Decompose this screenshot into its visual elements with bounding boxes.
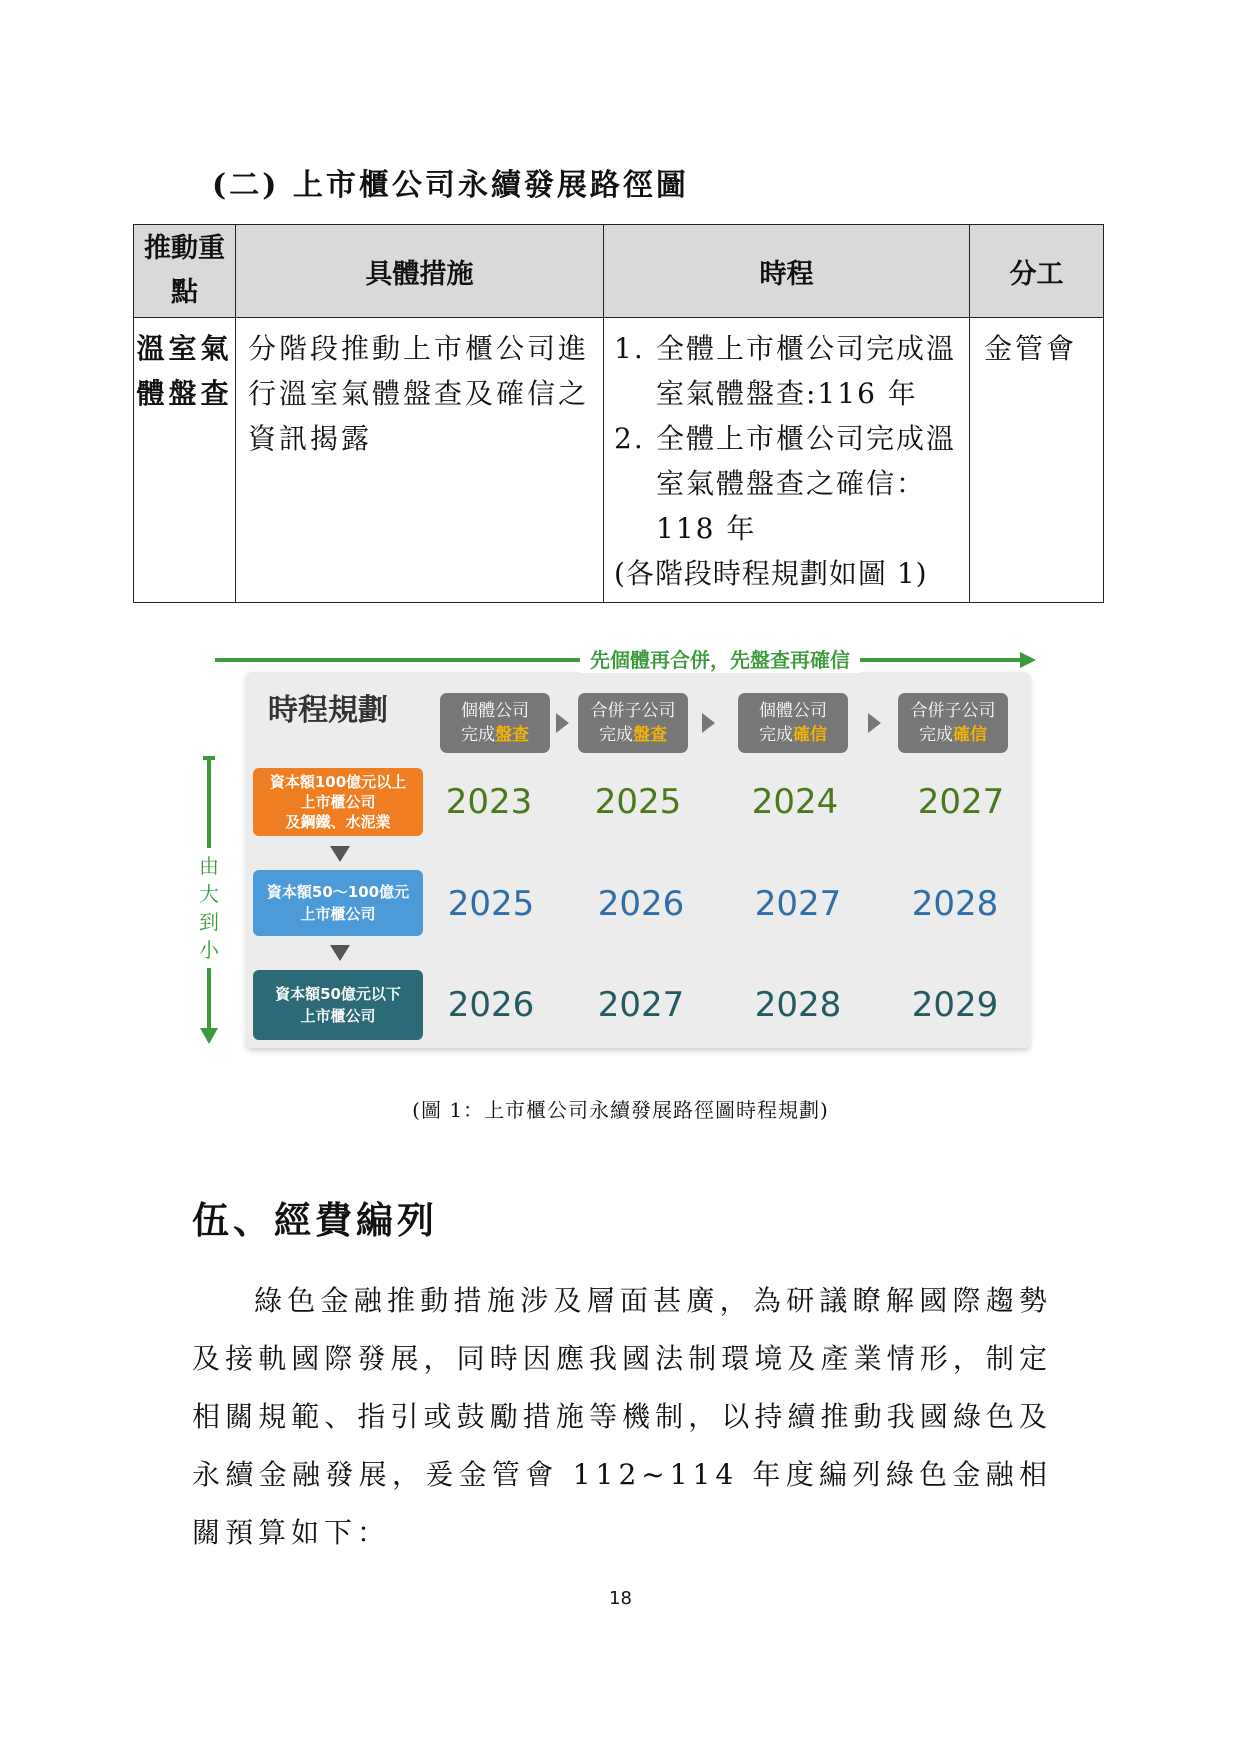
schedule-item-number: 1. [614,332,645,365]
table-header-row [134,225,1104,318]
year-value: 2029 [911,985,999,1025]
year-value: 2027 [917,782,1005,822]
year-value: 2024 [751,782,839,822]
schedule-item [614,416,961,551]
category-box-large [253,768,423,836]
measure-table [133,224,1104,603]
step-line2 [440,723,550,747]
cell-focus: 溫室氣體盤查 [134,318,236,603]
triangle-down-icon [330,945,350,961]
step-highlight: 盤查 [495,725,529,745]
category-box-small [253,970,423,1040]
year-value: 2027 [597,985,685,1025]
step-highlight: 確信 [953,725,987,745]
triangle-right-icon [702,713,715,733]
category-line: 上市櫃公司 [300,1007,376,1025]
year-value: 2028 [754,985,842,1025]
category-box-medium [253,870,423,936]
triangle-right-icon [556,713,569,733]
header-owner: 分工 [970,225,1104,318]
step-line1: 合併子公司 [910,701,996,721]
step-line1: 合併子公司 [590,701,676,721]
step-box [898,693,1008,753]
category-line: 及鋼鐵、水泥業 [285,813,391,831]
step-prefix: 完成 [599,725,633,745]
year-value: 2028 [911,884,999,924]
schedule-item [614,326,961,416]
figure-title: 時程規劃 [268,693,388,728]
cell-schedule [604,318,970,603]
figure-arrow-text: 先個體再合併，先盤查再確信 [580,644,860,673]
body-paragraph: 綠色金融推動措施涉及層面甚廣，為研議瞭解國際趨勢及接軌國際發展，同時因應我國法制環境及產業情形，制定相關規範、指引或鼓勵措施等機制，以持續推動我國綠色及永續金融發展，爰金管會 112~114 年度編列綠色金融相關預算如下： [192,1284,1052,1549]
step-line2 [578,723,688,747]
step-line2 [738,723,848,747]
step-highlight: 盤查 [633,725,667,745]
header-focus: 推動重點 [134,225,236,318]
category-line: 上市櫃公司 [300,793,376,811]
category-line: 資本額50億元以下 [275,985,401,1003]
year-value: 2027 [754,884,842,924]
cell-owner: 金管會 [970,318,1104,603]
step-box [440,693,550,753]
cell-measure: 分階段推動上市櫃公司進行溫室氣體盤查及確信之資訊揭露 [236,318,604,603]
step-highlight: 確信 [793,725,827,745]
step-prefix: 完成 [759,725,793,745]
page-number: 18 [609,1588,632,1609]
triangle-right-icon [868,713,881,733]
triangle-down-icon [330,846,350,862]
arrow-right-icon [1020,652,1036,668]
schedule-item-number: 2. [614,422,645,455]
schedule-note: (各階段時程規劃如圖 1) [614,557,928,590]
table-row [134,318,1104,603]
step-line1: 個體公司 [759,701,827,721]
header-schedule: 時程 [604,225,970,318]
schedule-item-text: 全體上市櫃公司完成溫室氣體盤查之確信：118 年 [656,422,957,545]
year-value: 2023 [445,782,533,822]
step-box [738,693,848,753]
step-line2 [898,723,1008,747]
year-value: 2025 [594,782,682,822]
year-value: 2026 [447,985,535,1025]
category-line: 資本額50～100億元 [266,883,410,901]
arrow-down-icon [200,1028,218,1044]
section-heading: (二) 上市櫃公司永續發展路徑圖 [212,168,689,203]
year-value: 2026 [597,884,685,924]
figure-caption: (圖 1：上市櫃公司永續發展路徑圖時程規劃) [412,1098,829,1122]
year-value: 2025 [447,884,535,924]
schedule-item-text: 全體上市櫃公司完成溫室氣體盤查:116 年 [656,332,957,410]
chapter-heading: 伍、經費編列 [192,1198,438,1242]
step-line1: 個體公司 [461,701,529,721]
category-line: 資本額100億元以上 [269,773,407,791]
side-label: 由大到小 [197,848,221,968]
header-measure: 具體措施 [236,225,604,318]
step-box [578,693,688,753]
step-prefix: 完成 [461,725,495,745]
step-prefix: 完成 [919,725,953,745]
category-line: 上市櫃公司 [300,905,376,923]
